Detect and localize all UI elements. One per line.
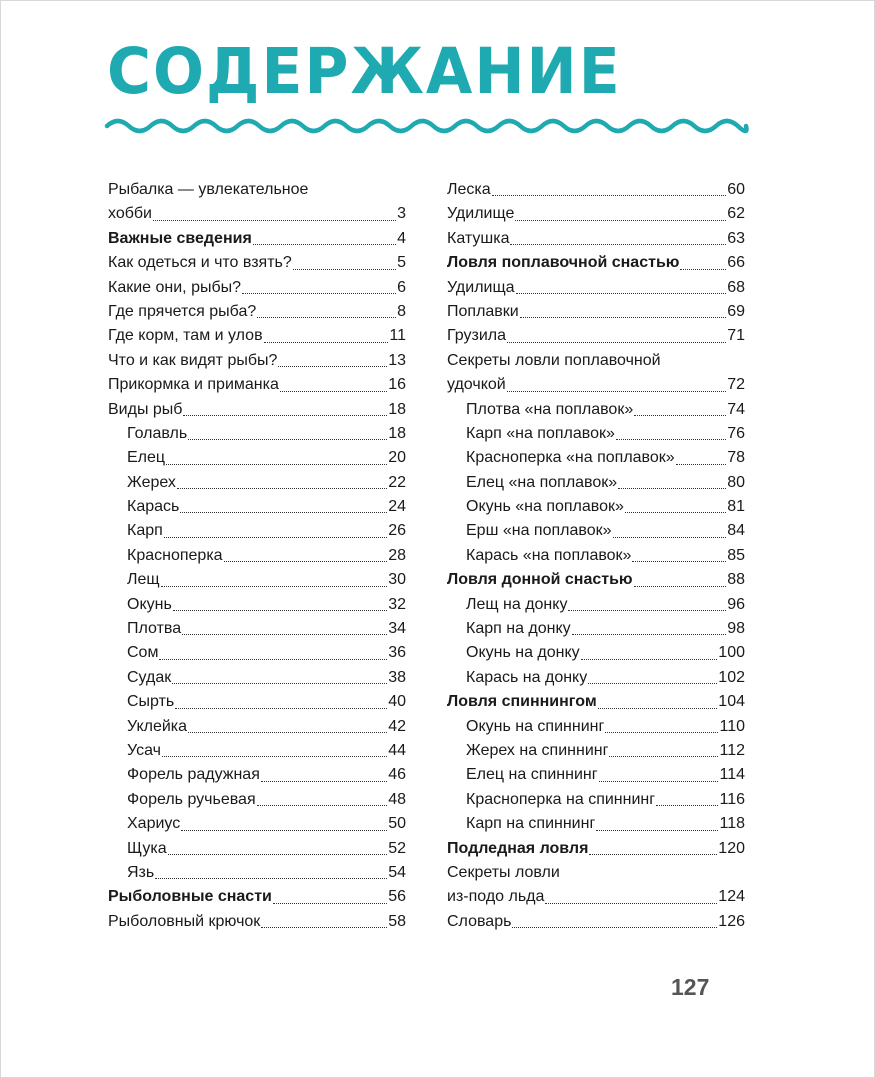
dot-leader [261,927,387,928]
dot-leader [253,244,396,245]
toc-entry-title: Катушка [447,229,510,247]
dot-leader [278,366,387,367]
toc-entry-title: Секреты ловли поплавочной [447,351,661,369]
toc-entry[interactable] [447,398,745,422]
toc-entry-title: Словарь [447,912,512,930]
toc-entry-title: Лещ на донку [466,595,568,613]
dot-leader [161,586,388,587]
toc-entry-title: Поплавки [447,302,519,320]
toc-entry-page: 72 [727,376,745,394]
toc-entry-page: 78 [727,449,745,467]
toc-entry-page: 114 [719,766,745,784]
dot-leader [510,244,726,245]
toc-entry-title: Ловля спиннингом [447,693,597,711]
toc-entry-page: 102 [718,668,745,686]
dot-leader [572,634,727,635]
toc-entry-title: Жерех на спиннинг [466,741,609,759]
toc-entry-page: 68 [727,278,745,296]
toc-entry[interactable] [447,178,745,202]
toc-entry[interactable] [447,202,745,226]
toc-entry-page: 84 [727,522,745,540]
toc-entry[interactable] [447,544,745,568]
toc-entry-title: Где корм, там и улов [108,327,263,345]
toc-entry-title: Плотва «на поплавок» [466,400,634,418]
toc-entry-page: 120 [718,839,745,857]
toc-entry-title: Ловля донной снастью [447,571,633,589]
dot-leader [625,512,726,513]
toc-entry[interactable] [108,446,406,470]
toc-entry-page: 16 [388,376,406,394]
toc-entry-page: 58 [388,912,406,930]
toc-entry-page: 30 [388,571,406,589]
toc-entry[interactable] [447,495,745,519]
toc-entry[interactable] [108,398,406,422]
dot-leader [177,488,387,489]
dot-leader [164,537,387,538]
dot-leader [153,220,396,221]
toc-entry-title: Виды рыб [108,400,183,418]
dot-leader [634,586,727,587]
toc-entry-page: 126 [718,912,745,930]
toc-entry-title: Жерех [127,473,176,491]
dot-leader [676,464,727,465]
dot-leader [596,830,718,831]
toc-entry[interactable] [108,373,406,397]
toc-entry[interactable] [108,349,406,373]
toc-entry[interactable] [447,300,745,324]
toc-entry-title: Ерш «на поплавок» [466,522,612,540]
toc-entry-title: Щука [127,839,167,857]
toc-entry[interactable] [108,495,406,519]
toc-entry-title: Окунь на спиннинг [466,717,605,735]
toc-entry-page: 38 [388,668,406,686]
toc-entry-title: Усач [127,741,161,759]
dot-leader [507,391,727,392]
toc-entry[interactable] [108,519,406,543]
toc-entry-title: Рыбалка — увлекательное [108,181,309,198]
toc-entry-page: 24 [388,498,406,516]
toc-entry[interactable] [108,910,406,934]
toc-entry-title: Сырть [127,693,175,711]
toc-entry-page: 6 [397,278,406,296]
toc-entry-title: Что и как видят рыбы? [108,351,278,369]
toc-entry-page: 124 [718,888,745,906]
toc-entry-page: 118 [719,815,745,833]
toc-entry-title: Окунь [127,595,172,613]
toc-entry[interactable] [108,715,406,739]
toc-entry-page: 74 [727,400,745,418]
toc-entry-page: 56 [388,888,406,906]
toc-entry-page: 42 [388,717,406,735]
dot-leader [656,805,718,806]
toc-entry-title: Красноперка на спиннинг [466,790,656,808]
toc-entry[interactable] [447,251,745,275]
dot-leader [173,610,387,611]
toc-entry-title: Язь [127,863,155,881]
toc-entry[interactable] [108,276,406,300]
dot-leader [166,464,387,465]
toc-entry-title: Подледная ловля [447,839,589,857]
toc-entry-page: 81 [727,498,745,516]
dot-leader [609,756,718,757]
toc-entry-title: Форель ручьевая [127,790,256,808]
toc-entry[interactable] [108,568,406,592]
toc-entry-page: 110 [719,717,745,735]
toc-entry[interactable] [447,519,745,543]
dot-leader [273,903,387,904]
dot-leader [293,269,396,270]
toc-entry[interactable] [108,812,406,836]
dot-leader [581,659,718,660]
toc-entry[interactable] [447,763,745,787]
dot-leader [162,756,387,757]
toc-entry-page: 69 [727,302,745,320]
toc-entry[interactable] [108,861,406,885]
dot-leader [634,415,726,416]
toc-entry-page: 66 [727,254,745,272]
toc-entry[interactable] [108,885,406,909]
dot-leader [512,927,717,928]
toc-entry-page: 34 [388,620,406,638]
toc-entry[interactable] [108,422,406,446]
wave-divider [104,114,750,138]
toc-entry-title: Грузила [447,327,506,345]
toc-entry-title: Карась на донку [466,668,588,686]
toc-entry-page: 96 [727,595,745,613]
toc-entry-page: 62 [727,205,745,223]
dot-leader [264,342,389,343]
toc-entry-title: Елец на спиннинг [466,766,598,784]
toc-entry[interactable] [447,885,745,909]
toc-entry-page: 11 [389,327,406,345]
toc-entry-page: 80 [727,473,745,491]
dot-leader [616,439,726,440]
dot-leader [183,415,387,416]
toc-entry[interactable] [447,837,745,861]
toc-entry-page: 26 [388,522,406,540]
toc-entry[interactable] [447,276,745,300]
toc-entry-page: 4 [397,229,406,247]
toc-entry-page: 13 [388,351,406,369]
toc-entry-page: 18 [388,424,406,442]
toc-entry[interactable] [108,251,406,275]
toc-entry-page: 50 [388,815,406,833]
dot-leader [168,854,388,855]
dot-leader [280,391,387,392]
toc-entry[interactable] [108,739,406,763]
toc-entry[interactable] [108,178,406,202]
toc-entry-page: 20 [388,449,406,467]
toc-entry-page: 116 [719,790,745,808]
toc-entry[interactable] [447,446,745,470]
toc-entry[interactable] [447,812,745,836]
toc-entry-page: 71 [727,327,745,345]
toc-entry-page: 76 [727,424,745,442]
toc-entry-title: Карась «на поплавок» [466,546,632,564]
dot-leader [507,342,726,343]
toc-entry[interactable] [447,568,745,592]
dot-leader [618,488,726,489]
toc-entry-title: Красноперка «на поплавок» [466,449,675,467]
dot-leader [599,781,719,782]
toc-entry-title: Уклейка [127,717,188,735]
toc-entry-title: Сом [127,644,159,662]
dot-leader [180,512,387,513]
dot-leader [181,830,387,831]
toc-entry[interactable] [447,910,745,934]
toc-entry-page: 28 [388,546,406,564]
toc-entry-title: Окунь на донку [466,644,580,662]
toc-entry-title: Карп [127,522,163,540]
toc-entry[interactable] [447,324,745,348]
toc-entry[interactable] [447,373,745,397]
toc-entry-title: Карп на спиннинг [466,815,596,833]
toc-entry-title: Плотва [127,620,182,638]
toc-left-column [108,178,406,934]
dot-leader [632,561,726,562]
page-title: СОДЕРЖАНИЕ [107,35,622,109]
toc-entry[interactable] [447,739,745,763]
toc-entry-title: Рыболовный крючок [108,912,261,930]
toc-entry[interactable] [108,666,406,690]
dot-leader [588,683,717,684]
toc-entry-page: 8 [397,302,406,320]
dot-leader [257,317,396,318]
dot-leader [172,683,387,684]
dot-leader [605,732,718,733]
toc-entry-page: 104 [718,693,745,711]
toc-entry-page: 46 [388,766,406,784]
toc-entry-title: Какие они, рыбы? [108,278,242,296]
toc-entry[interactable] [108,763,406,787]
toc-entry-title: Хариус [127,815,181,833]
toc-entry-title: Форель радужная [127,766,260,784]
dot-leader [545,903,717,904]
toc-entry[interactable] [108,227,406,251]
dot-leader [175,708,387,709]
toc-entry-page: 48 [388,790,406,808]
toc-entry[interactable] [447,788,745,812]
toc-entry[interactable] [108,202,406,226]
toc-entry-page: 63 [727,229,745,247]
toc-entry[interactable] [447,861,745,885]
toc-entry[interactable] [108,788,406,812]
dot-leader [613,537,727,538]
toc-entry-page: 85 [727,546,745,564]
dot-leader [155,878,387,879]
toc-entry-page: 40 [388,693,406,711]
toc-entry-title: Секреты ловли [447,863,560,881]
toc-entry-title: Судак [127,668,172,686]
dot-leader [261,781,387,782]
toc-entry-page: 44 [388,741,406,759]
dot-leader [188,732,387,733]
toc-entry-title: Удилище [447,205,515,223]
toc-entry[interactable] [108,593,406,617]
toc-entry-title: Рыболовные снасти [108,888,272,906]
toc-entry-page: 52 [388,839,406,857]
dot-leader [589,854,717,855]
toc-entry-title: Прикормка и приманка [108,376,279,394]
toc-entry[interactable] [447,690,745,714]
dot-leader [598,708,718,709]
toc-entry[interactable] [447,593,745,617]
dot-leader [188,439,387,440]
toc-entry-title: Важные сведения [108,229,252,247]
toc-entry-page: 36 [388,644,406,662]
toc-entry[interactable] [447,666,745,690]
toc-entry-title: Голавль [127,424,188,442]
dot-leader [568,610,726,611]
toc-entry-title: Карась [127,498,180,516]
toc-entry-page: 54 [388,863,406,881]
dot-leader [224,561,388,562]
toc-entry-title: Карп на донку [466,620,571,638]
toc-entry-title: Леска [447,181,491,198]
toc-entry-page: 18 [388,400,406,418]
toc-entry[interactable] [447,471,745,495]
toc-entry-title: удочкой [447,376,506,394]
toc-entry-page: 88 [727,571,745,589]
dot-leader [257,805,388,806]
dot-leader [516,293,727,294]
toc-entry-title: Елец «на поплавок» [466,473,618,491]
dot-leader [182,634,387,635]
dot-leader [159,659,387,660]
toc-entry-title: Лещ [127,571,160,589]
toc-entry[interactable] [447,715,745,739]
toc-entry[interactable] [108,324,406,348]
toc-entry[interactable] [108,544,406,568]
toc-entry-title: Ловля поплавочной снастью [447,254,680,272]
toc-entry[interactable] [108,300,406,324]
toc-entry[interactable] [447,422,745,446]
toc-entry-page: 22 [388,473,406,491]
toc-entry-page: 60 [727,181,745,198]
dot-leader [515,220,726,221]
toc-entry-page: 3 [397,205,406,223]
toc-right-column [447,178,745,934]
toc-entry-title: из-подо льда [447,888,545,906]
page-number: 127 [671,974,710,1000]
toc-entry-title: хобби [108,205,152,223]
dot-leader [680,269,726,270]
toc-entry-page: 32 [388,595,406,613]
toc-entry[interactable] [108,641,406,665]
dot-leader [242,293,396,294]
toc-entry[interactable] [108,617,406,641]
toc-entry-title: Как одеться и что взять? [108,254,292,272]
toc-entry-title: Красноперка [127,546,223,564]
toc-entry[interactable] [447,349,745,373]
dot-leader [520,317,726,318]
toc-entry[interactable] [108,471,406,495]
toc-entry-page: 98 [727,620,745,638]
toc-entry[interactable] [447,617,745,641]
toc-entry[interactable] [447,641,745,665]
toc-entry-page: 100 [718,644,745,662]
dot-leader [492,195,727,196]
toc-entry-page: 112 [719,741,745,759]
toc-entry[interactable] [108,690,406,714]
toc-entry-title: Окунь «на поплавок» [466,498,624,516]
toc-entry-page: 5 [397,254,406,272]
toc-entry-title: Елец [127,449,166,467]
toc-entry-title: Карп «на поплавок» [466,424,615,442]
toc-entry[interactable] [447,227,745,251]
toc-entry[interactable] [108,837,406,861]
toc-entry-title: Удилища [447,278,515,296]
toc-entry-title: Где прячется рыба? [108,302,257,320]
